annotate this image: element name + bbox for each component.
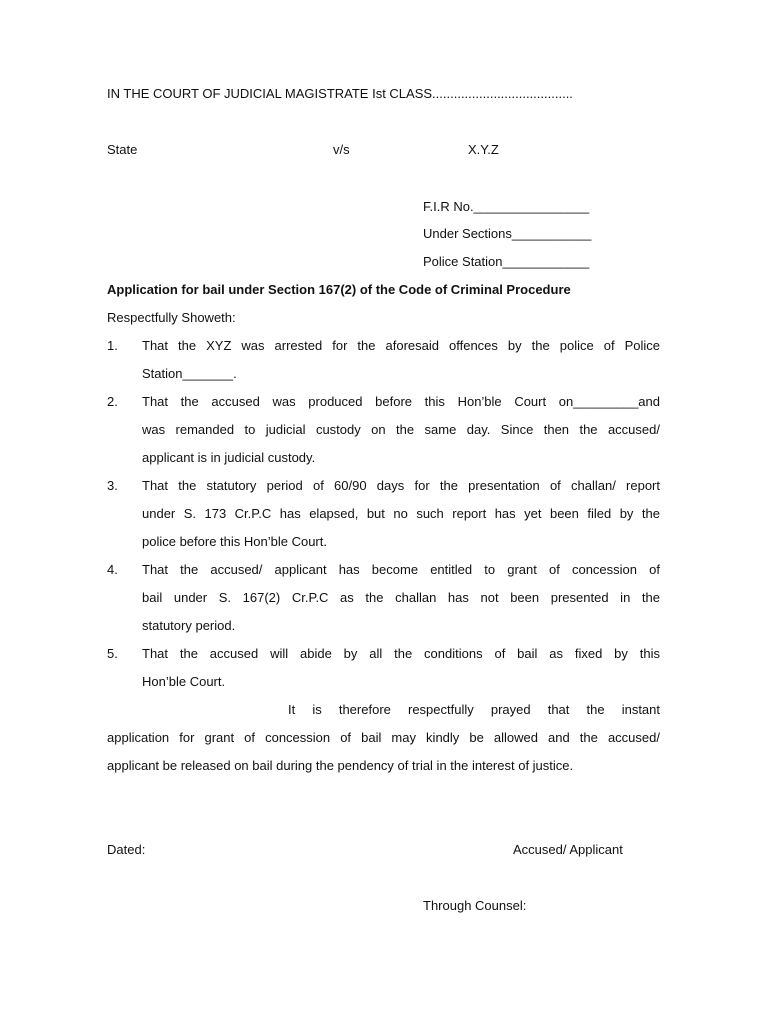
- paragraph-line: That the accused will abide by all the conditions of bail as fixed by this: [142, 646, 660, 661]
- paragraph-line: That the accused was produced before this Hon’ble Court on_________and: [142, 394, 660, 409]
- versus-label: v/s: [333, 142, 350, 157]
- paragraph-line: bail under S. 167(2) Cr.P.C as the challan has not been presented in the: [142, 590, 660, 605]
- respondent-name: X.Y.Z: [468, 142, 499, 157]
- paragraph-number: 3.: [107, 478, 118, 493]
- paragraph-line: police before this Hon’ble Court.: [142, 534, 327, 549]
- paragraph-line: statutory period.: [142, 618, 236, 633]
- petitioner-name: State: [107, 142, 138, 157]
- through-counsel-label: Through Counsel:: [423, 898, 527, 913]
- paragraph-line: Hon’ble Court.: [142, 674, 226, 689]
- prayer-line: application for grant of concession of bail may kindly be allowed and the accused/: [107, 730, 660, 745]
- under-sections-line: Under Sections___________: [423, 226, 592, 241]
- fir-number-line: F.I.R No.________________: [423, 199, 590, 214]
- paragraph-number: 1.: [107, 338, 118, 353]
- application-title: Application for bail under Section 167(2) of the Code of Criminal Procedure: [107, 282, 571, 297]
- dated-label: Dated:: [107, 842, 146, 857]
- paragraph-line: That the XYZ was arrested for the aforesaid offences by the police of Police: [142, 338, 660, 353]
- paragraph-line: was remanded to judicial custody on the same day. Since then the accused/: [142, 422, 660, 437]
- paragraph-line: applicant is in judicial custody.: [142, 450, 316, 465]
- paragraph-number: 4.: [107, 562, 118, 577]
- court-title: IN THE COURT OF JUDICIAL MAGISTRATE Ist CLASS.......................................: [107, 86, 573, 101]
- paragraph-line: That the accused/ applicant has become entitled to grant of concession of: [142, 562, 660, 577]
- paragraph-line: That the statutory period of 60/90 days for the presentation of challan/ report: [142, 478, 660, 493]
- prayer-line: applicant be released on bail during the pendency of trial in the interest of justice.: [107, 758, 574, 773]
- paragraph-number: 2.: [107, 394, 118, 409]
- police-station-line: Police Station____________: [423, 254, 590, 269]
- prayer-line: It is therefore respectfully prayed that the instant: [288, 702, 660, 717]
- paragraph-number: 5.: [107, 646, 118, 661]
- salutation: Respectfully Showeth:: [107, 310, 236, 325]
- signatory-label: Accused/ Applicant: [513, 842, 623, 857]
- paragraph-line: Station_______.: [142, 366, 237, 381]
- paragraph-line: under S. 173 Cr.P.C has elapsed, but no such report has yet been filed by the: [142, 506, 660, 521]
